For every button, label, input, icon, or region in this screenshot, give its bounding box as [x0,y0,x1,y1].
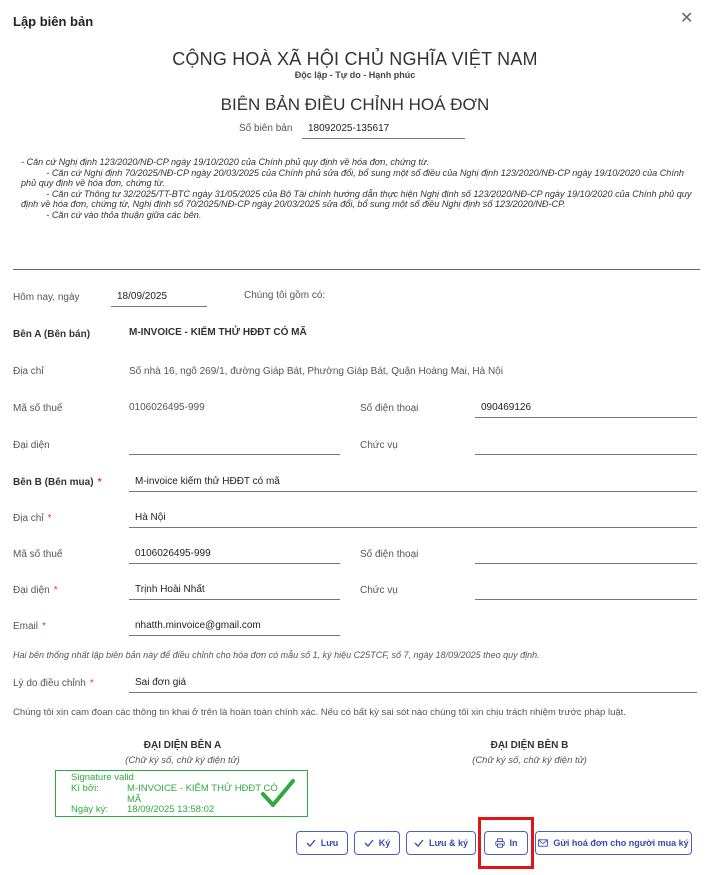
reason-input[interactable] [129,673,697,693]
highlight-box [478,817,534,869]
legal-line: - Căn cứ Nghị định 123/2020/NĐ-CP ngày 19/10/2020 của Chính phủ quy định về hóa đơn, chứng từ. [21,157,430,167]
signature-valid-text: Signature valid [71,772,134,783]
divider [13,269,700,270]
party-b-signature-sub: (Chữ ký số, chữ ký điện tử) [472,755,587,766]
party-a-position-label: Chức vụ [360,440,398,451]
legal-line: - Căn cứ Thông tư 32/2025/TT-BTC ngày 31/05/2025 của Bộ Tài chính hướng dẫn thực hiện Nghị định số 123/2020/NĐ-CP ngày 19/10/2020 của Chính phủ quy định về hóa đơn, chứng từ, Nghị định số 70/2025/NĐ-CP ngày 20/03/2025 sửa đổi, bổ sung một số điều Nghị định số 123/2020/NĐ-CP. [21,188,694,209]
party-a-signature-sub: (Chữ ký số, chữ ký điện tử) [125,755,240,766]
legal-line: - Căn cứ Nghị định 70/2025/NĐ-CP ngày 20/03/2025 của Chính phủ sửa đổi, bổ sung một số điều của Nghị định 123/2020/NĐ-CP ngày 19/10/2020 của Chính phủ quy định về hóa đơn, chứng từ. [21,167,687,188]
parties-label: Chúng tôi gồm có: [244,290,326,301]
commitment-text: Chúng tôi xin cam đoan các thông tin khai ở trên là hoàn toàn chính xác. Nếu có bất kỳ sai sót nào chúng tôi xin chịu trách nhiệm trước pháp luật. [13,707,626,718]
digital-signature-stamp [55,770,308,817]
party-b-tax-input[interactable] [129,544,340,564]
checkmark-icon [261,778,295,808]
report-number-input[interactable] [302,119,465,139]
party-b-address-label: Địa chỉ * [13,513,52,524]
party-a-name: M-INVOICE - KIỂM THỬ HĐĐT CÓ MÃ [129,327,307,338]
check-icon [364,838,374,848]
party-b-label: Bên B (Bên mua) * [13,477,102,488]
party-b-rep-input[interactable] [129,580,340,600]
party-a-tax-label: Mã số thuế [13,403,63,414]
nation-heading: CỘNG HOÀ XÃ HỘI CHỦ NGHĨA VIỆT NAM [172,49,538,69]
party-a-position-input[interactable] [475,435,697,455]
sign-date: 18/09/2025 13:58:02 [127,804,215,815]
document-title: BIÊN BẢN ĐIỀU CHỈNH HOÁ ĐƠN [220,95,490,114]
motto: Độc lập - Tự do - Hạnh phúc [294,70,416,80]
check-icon [414,838,424,848]
print-button[interactable]: In [484,831,528,855]
sign-button[interactable]: Ký [354,831,400,855]
party-b-position-input[interactable] [475,580,697,600]
save-button[interactable]: Lưu [296,831,348,855]
party-b-email-label: Email * [13,621,46,632]
close-icon[interactable]: ✕ [680,10,694,27]
party-b-tax-label: Mã số thuế [13,549,63,560]
party-b-phone-input[interactable] [475,544,697,564]
party-a-label: Bên A (Bên bán) [13,329,91,340]
party-b-position-label: Chức vụ [360,585,398,596]
save-and-sign-button[interactable]: Lưu & ký [406,831,476,855]
report-number-label: Số biên bản [239,123,293,134]
party-a-address-label: Địa chỉ [13,366,44,377]
party-b-phone-label: Số điện thoại [360,549,419,560]
party-a-rep-label: Đại diện [13,440,50,451]
mail-icon [538,838,548,848]
party-b-email-input[interactable] [129,616,340,636]
party-a-tax: 0106026495-999 [129,402,205,413]
agreement-note: Hai bên thống nhất lập biên bản này để điều chỉnh cho hóa đơn có mẫu số 1, ký hiệu C25TCF, số 7, ngày 18/09/2025 theo quy định. [13,650,540,660]
signer-label: Kí bởi: [71,783,99,794]
party-b-rep-label: Đại diện * [13,585,58,596]
signer-name-line2: MÃ [127,794,142,805]
legal-line: - Căn cứ vào thỏa thuận giữa các bên. [21,209,202,220]
sign-date-label: Ngày ký: [71,804,108,815]
date-input[interactable] [111,287,207,307]
party-a-address: Số nhà 16, ngõ 269/1, đường Giáp Bát, Phường Giáp Bát, Quận Hoàng Mai, Hà Nội [129,366,503,377]
check-icon [306,838,316,848]
dialog-title: Lập biên bản [13,14,94,29]
party-b-address-input[interactable] [129,508,697,528]
party-a-phone-label: Số điện thoại [360,403,419,414]
party-b-signature-title: ĐẠI DIỆN BÊN B [490,740,569,751]
date-label: Hôm nay, ngày [13,292,80,303]
signer-name-line1: M-INVOICE - KIỂM THỬ HĐĐT CÓ [127,783,278,794]
legal-basis [21,157,701,220]
party-a-signature-title: ĐẠI DIỆN BÊN A [143,740,222,751]
party-a-phone-input[interactable] [475,398,697,418]
party-a-rep-input[interactable] [129,435,340,455]
send-to-buyer-button[interactable]: Gửi hoá đơn cho người mua ký [535,831,692,855]
reason-label: Lý do điều chỉnh * [13,678,94,689]
party-b-name-input[interactable] [129,472,697,492]
